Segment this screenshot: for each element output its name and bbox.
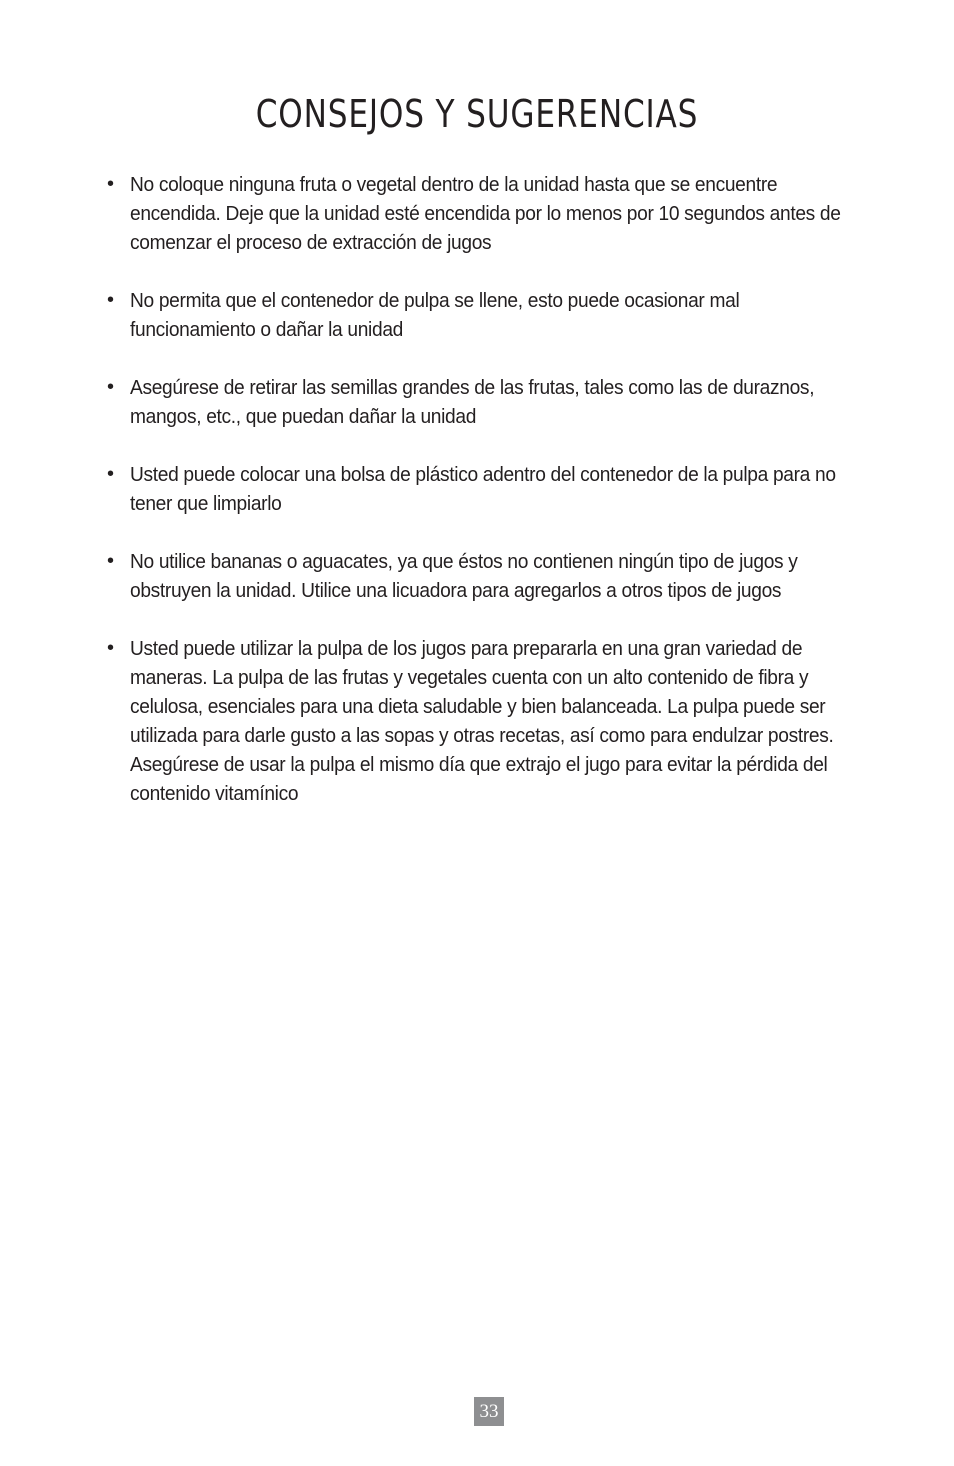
bullet: •	[107, 463, 115, 485]
bullet: •	[107, 550, 115, 572]
list-item	[107, 286, 867, 344]
tip-text: Asegúrese de retirar las semillas grandes de las frutas, tales como las de duraznos, mangos, etc., que puedan dañar la unidad	[130, 376, 815, 428]
page-title: CONSEJOS Y SUGERENCIAS	[255, 92, 699, 136]
tip-text: No coloque ninguna fruta o vegetal dentro de la unidad hasta que se encuentre encendida. Deje que la unidad esté encendida por lo menos por 10 segundos antes de comenzar el proceso de extracción de jugos	[130, 173, 841, 254]
bullet: •	[107, 173, 115, 195]
list-item	[107, 460, 867, 518]
bullet: •	[107, 637, 115, 659]
tip-text: Usted puede colocar una bolsa de plástico adentro del contenedor de la pulpa para no tener que limpiarlo	[130, 463, 836, 515]
page-number: 33	[474, 1397, 504, 1426]
list-item	[107, 547, 867, 605]
list-item	[107, 170, 867, 257]
tip-text: No utilice bananas o aguacates, ya que éstos no contienen ningún tipo de jugos y obstruyen la unidad. Utilice una licuadora para agregarlos a otros tipos de jugos	[130, 550, 798, 602]
tip-text: No permita que el contenedor de pulpa se llene, esto puede ocasionar mal funcionamiento o dañar la unidad	[130, 289, 740, 341]
tips-list	[107, 170, 867, 837]
list-item	[107, 634, 867, 808]
tip-text: Usted puede utilizar la pulpa de los jugos para prepararla en una gran variedad de maneras. La pulpa de las frutas y vegetales cuenta con un alto contenido de fibra y celulosa, esenciales para una dieta saludable y bien balanceada. La pulpa puede ser utilizada para darle gusto a las sopas y otras recetas, así como para endulzar postres. Asegúrese de usar la pulpa el mismo día que extrajo el jugo para evitar la pérdida del contenido vitamínico	[130, 637, 834, 805]
list-item	[107, 373, 867, 431]
bullet: •	[107, 289, 115, 311]
bullet: •	[107, 376, 115, 398]
